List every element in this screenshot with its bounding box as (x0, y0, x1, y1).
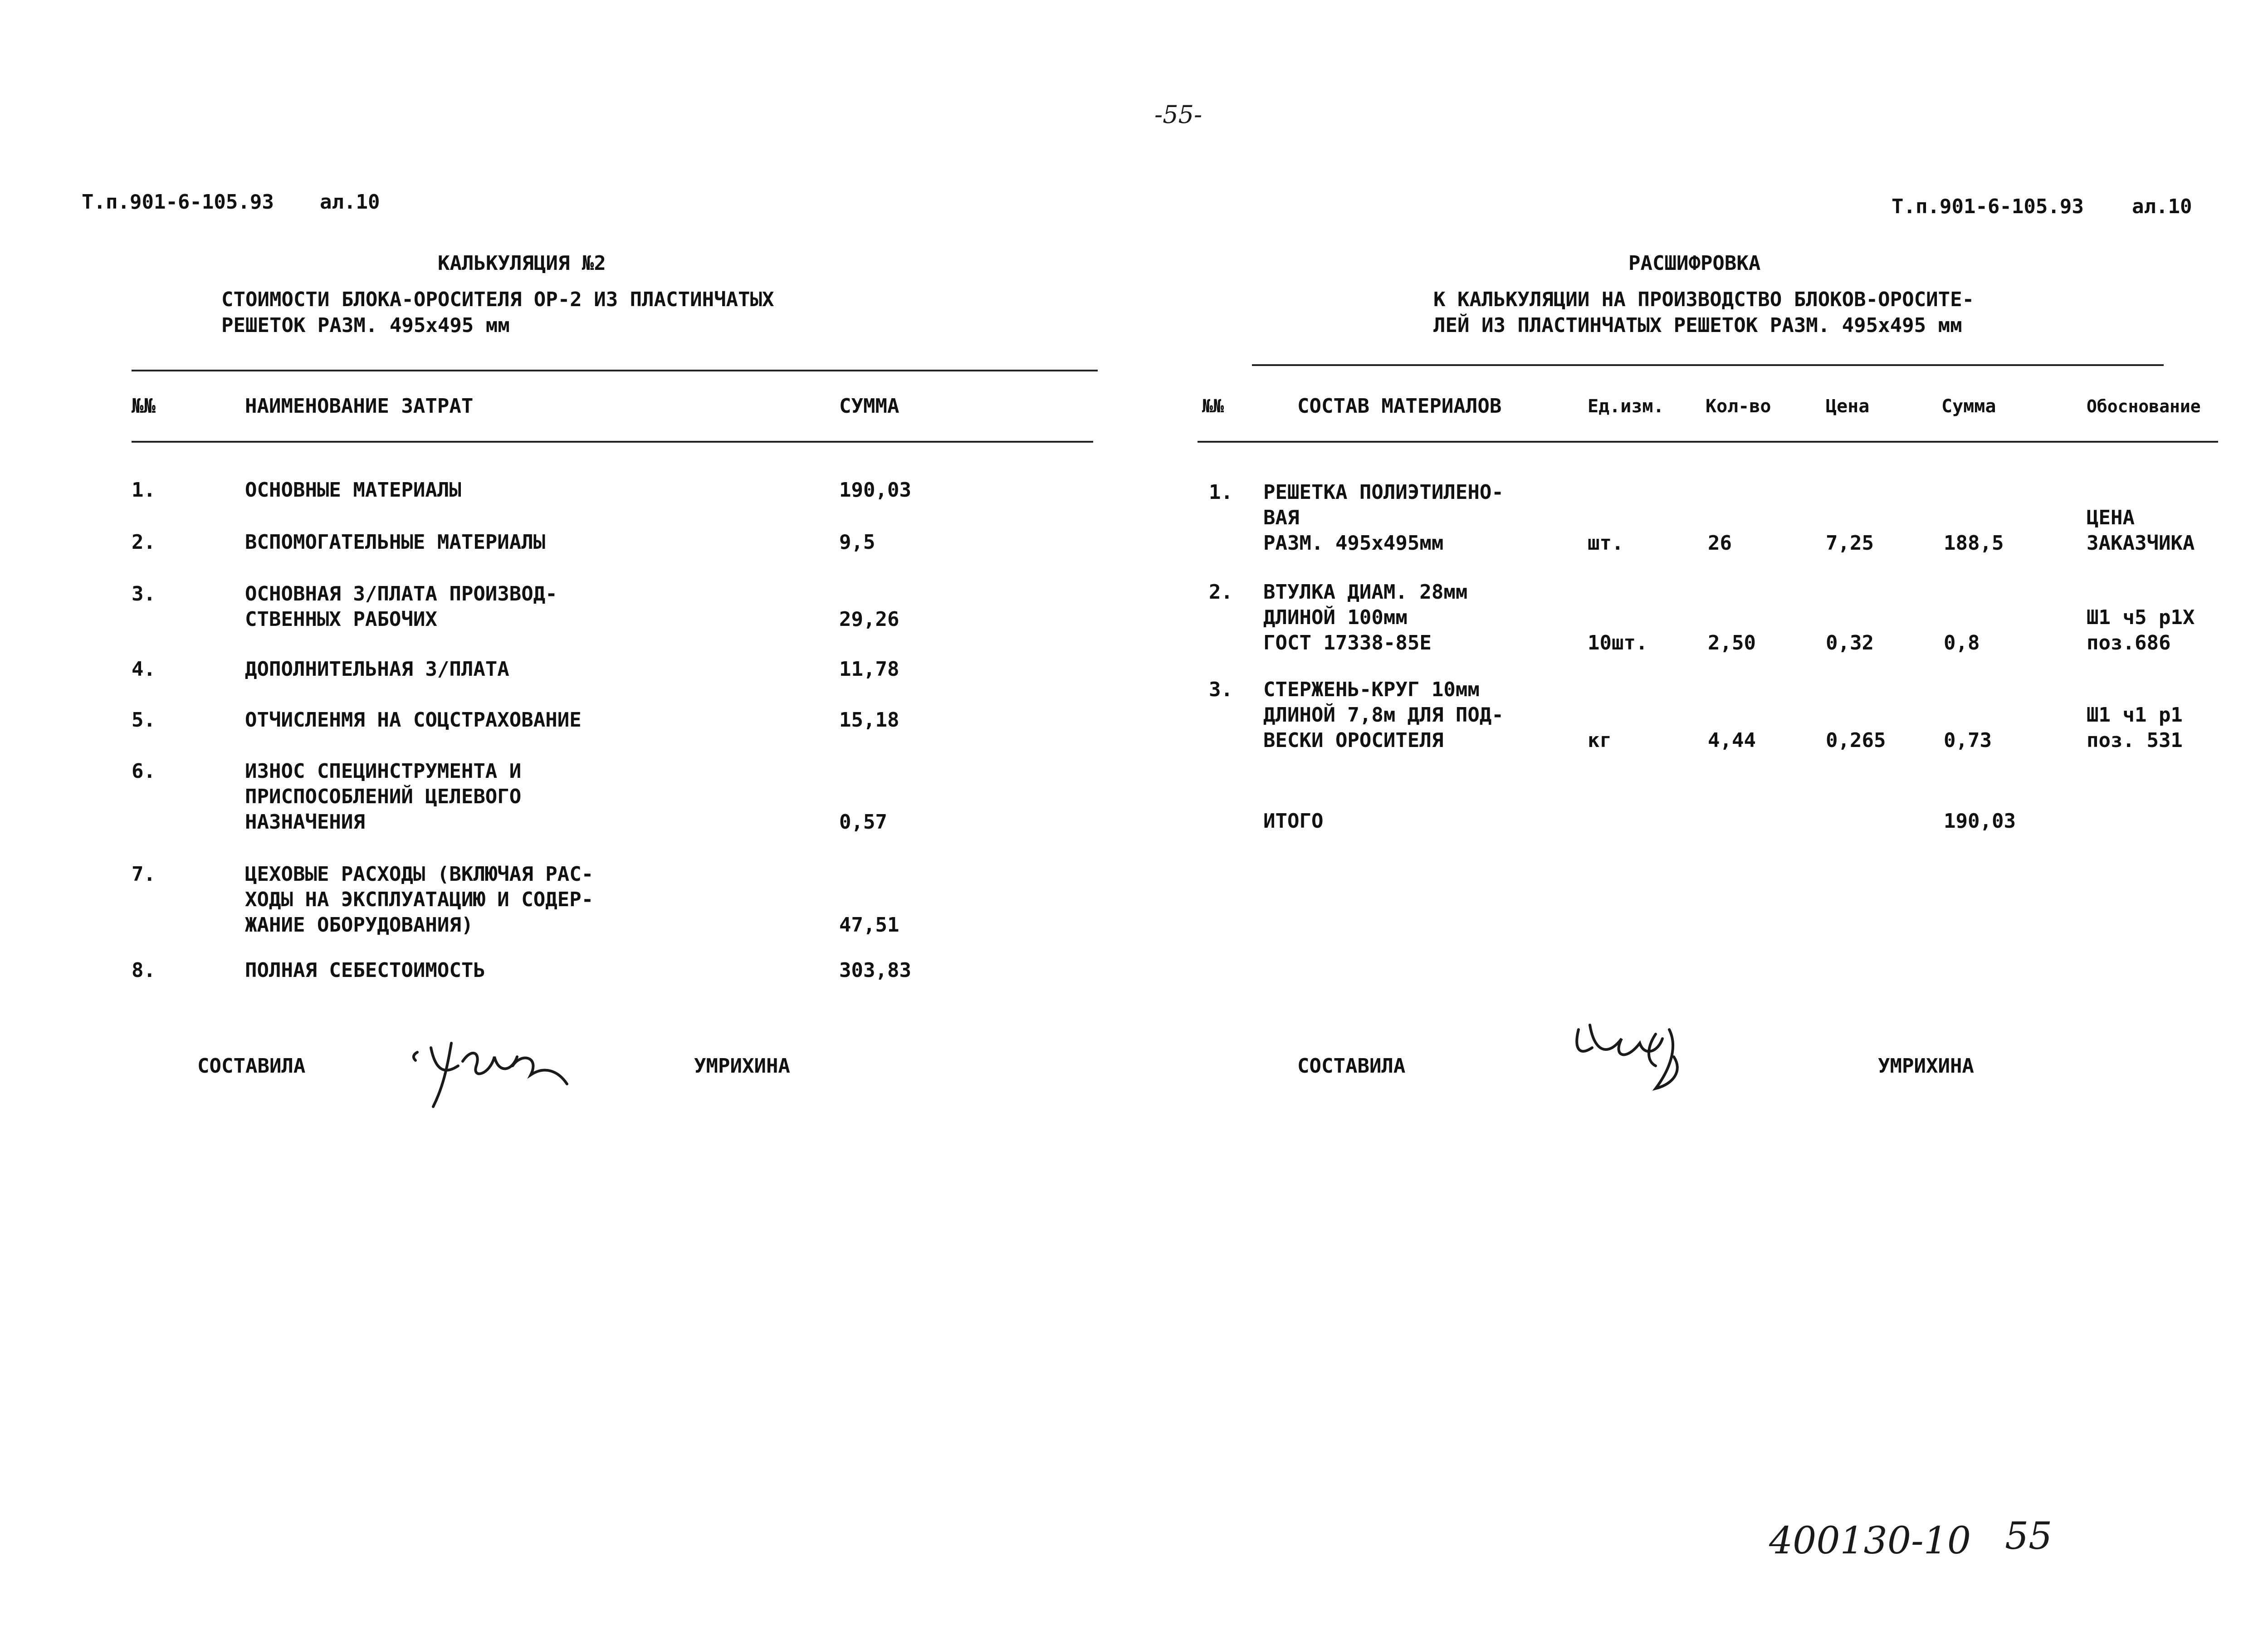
left-row-name: ИЗНОС СПЕЦИНСТРУМЕНТА И ПРИСПОСОБЛЕНИЙ ЦЕЛЕВОГО НАЗНАЧЕНИЯ (245, 760, 522, 834)
right-row-basis: Ш1 ч1 р1 поз. 531 (2087, 703, 2183, 752)
right-signature (1565, 1020, 1710, 1098)
right-top-rule (1252, 364, 2164, 366)
left-row-name: ОСНОВНЫЕ МАТЕРИАЛЫ (245, 478, 461, 502)
right-row-name: РЕШЕТКА ПОЛИЭТИЛЕНО- ВАЯ РАЗМ. 495х495мм (1263, 481, 1504, 555)
calculation-subtitle-line2: РЕШЕТОК РАЗМ. 495х495 мм (221, 314, 510, 337)
left-row-sum: 190,03 (839, 478, 911, 502)
right-header-price: Цена (1826, 396, 1870, 417)
left-row-name: ВСПОМОГАТЕЛЬНЫЕ МАТЕРИАЛЫ (245, 531, 546, 554)
right-row-num: 3. (1209, 678, 1233, 701)
right-header-name: СОСТАВ МАТЕРИАЛОВ (1297, 395, 1502, 418)
right-header-basis: Обоснование (2087, 396, 2201, 416)
right-sheet-number: ал.10 (2132, 195, 2192, 218)
right-row-basis: Ш1 ч5 р1Х поз.686 (2087, 606, 2195, 654)
right-row-unit: шт. (1588, 532, 1624, 555)
right-row-unit: 10шт. (1588, 631, 1648, 654)
left-row-num: 4. (132, 658, 156, 681)
right-row-unit: кг (1588, 729, 1612, 752)
right-header-rule (1198, 441, 2218, 443)
right-composer: УМРИХИНА (1878, 1054, 1974, 1078)
left-row-num: 5. (132, 708, 156, 732)
right-total-label: ИТОГО (1263, 810, 1324, 833)
left-row-name: ОТЧИСЛЕНМЯ НА СОЦСТРАХОВАНИЕ (245, 708, 582, 732)
right-doc-code: Т.п.901-6-105.93 (1892, 195, 2084, 218)
left-row-name: ОСНОВНАЯ З/ПЛАТА ПРОИЗВОД- СТВЕННЫХ РАБОЧИХ (245, 582, 557, 631)
archive-number-stamp: 400130-10 (1769, 1519, 1971, 1562)
right-header-qty: Кол-во (1706, 396, 1771, 417)
left-header-rule (132, 441, 1093, 443)
page-number: -55- (1154, 100, 1202, 129)
left-composer: УМРИХИНА (694, 1054, 790, 1078)
right-row-price: 7,25 (1826, 532, 1874, 555)
left-row-sum: 9,5 (839, 531, 875, 554)
right-row-price: 0,265 (1826, 729, 1886, 752)
right-row-num: 1. (1209, 481, 1233, 504)
calculation-subtitle-line1: СТОИМОСТИ БЛОКА-ОРОСИТЕЛЯ ОР-2 ИЗ ПЛАСТИНЧАТЫХ (221, 288, 774, 311)
left-header-name: НАИМЕНОВАНИЕ ЗАТРАТ (245, 395, 474, 418)
left-row-num: 1. (132, 478, 156, 502)
left-row-sum: 15,18 (839, 708, 899, 732)
calculation-title: КАЛЬКУЛЯЦИЯ №2 (438, 252, 606, 275)
right-total-sum: 190,03 (1944, 810, 2016, 833)
right-row-price: 0,32 (1826, 631, 1874, 654)
right-composed-label: СОСТАВИЛА (1297, 1054, 1406, 1078)
left-row-num: 2. (132, 531, 156, 554)
right-row-name: СТЕРЖЕНЬ-КРУГ 10мм ДЛИНОЙ 7,8м ДЛЯ ПОД- ВЕСКИ ОРОСИТЕЛЯ (1263, 678, 1504, 752)
left-row-sum: 303,83 (839, 959, 911, 982)
breakdown-subtitle-line2: ЛЕЙ ИЗ ПЛАСТИНЧАТЫХ РЕШЕТОК РАЗМ. 495х495 мм (1433, 314, 1962, 337)
right-row-qty: 2,50 (1708, 631, 1756, 654)
left-top-rule (132, 370, 1098, 371)
left-row-num: 3. (132, 582, 156, 605)
right-row-basis: ЦЕНА ЗАКАЗЧИКА (2087, 506, 2195, 555)
left-row-num: 6. (132, 760, 156, 783)
left-header-num: №№ (132, 395, 156, 418)
right-header-sum: Сумма (1941, 396, 1996, 417)
right-row-sum: 0,8 (1944, 631, 1980, 654)
left-header-sum: СУММА (839, 395, 899, 418)
breakdown-subtitle-line1: К КАЛЬКУЛЯЦИИ НА ПРОИЗВОДСТВО БЛОКОВ-ОРОСИТЕ- (1433, 288, 1975, 311)
right-row-num: 2. (1209, 581, 1233, 604)
right-row-sum: 188,5 (1944, 532, 2004, 555)
left-row-num: 7. (132, 863, 156, 886)
left-row-sum: 47,51 (839, 913, 899, 937)
left-row-name: ДОПОЛНИТЕЛЬНАЯ З/ПЛАТА (245, 658, 509, 681)
left-row-name: ЦЕХОВЫЕ РАСХОДЫ (ВКЛЮЧАЯ РАС- ХОДЫ НА ЭКСПЛУАТАЦИЮ И СОДЕР- ЖАНИЕ ОБОРУДОВАНИЯ) (245, 863, 594, 937)
left-row-sum: 0,57 (839, 810, 887, 834)
handwritten-page-number: 55 (2005, 1515, 2053, 1558)
left-sheet-number: ал.10 (320, 190, 380, 214)
right-row-qty: 26 (1708, 532, 1732, 555)
left-composed-label: СОСТАВИЛА (197, 1054, 306, 1078)
right-header-unit: Ед.изм. (1588, 396, 1664, 417)
left-row-sum: 11,78 (839, 658, 899, 681)
right-row-qty: 4,44 (1708, 729, 1756, 752)
left-signature (408, 1034, 599, 1111)
left-row-name: ПОЛНАЯ СЕБЕСТОИМОСТЬ (245, 959, 485, 982)
right-header-num: №№ (1202, 396, 1224, 417)
breakdown-title: РАСШИФРОВКА (1628, 252, 1761, 275)
left-doc-code: Т.п.901-6-105.93 (82, 190, 274, 214)
left-row-sum: 29,26 (839, 608, 899, 631)
right-row-sum: 0,73 (1944, 729, 1992, 752)
right-row-name: ВТУЛКА ДИАМ. 28мм ДЛИНОЙ 100мм ГОСТ 17338-85Е (1263, 581, 1468, 654)
left-row-num: 8. (132, 959, 156, 982)
